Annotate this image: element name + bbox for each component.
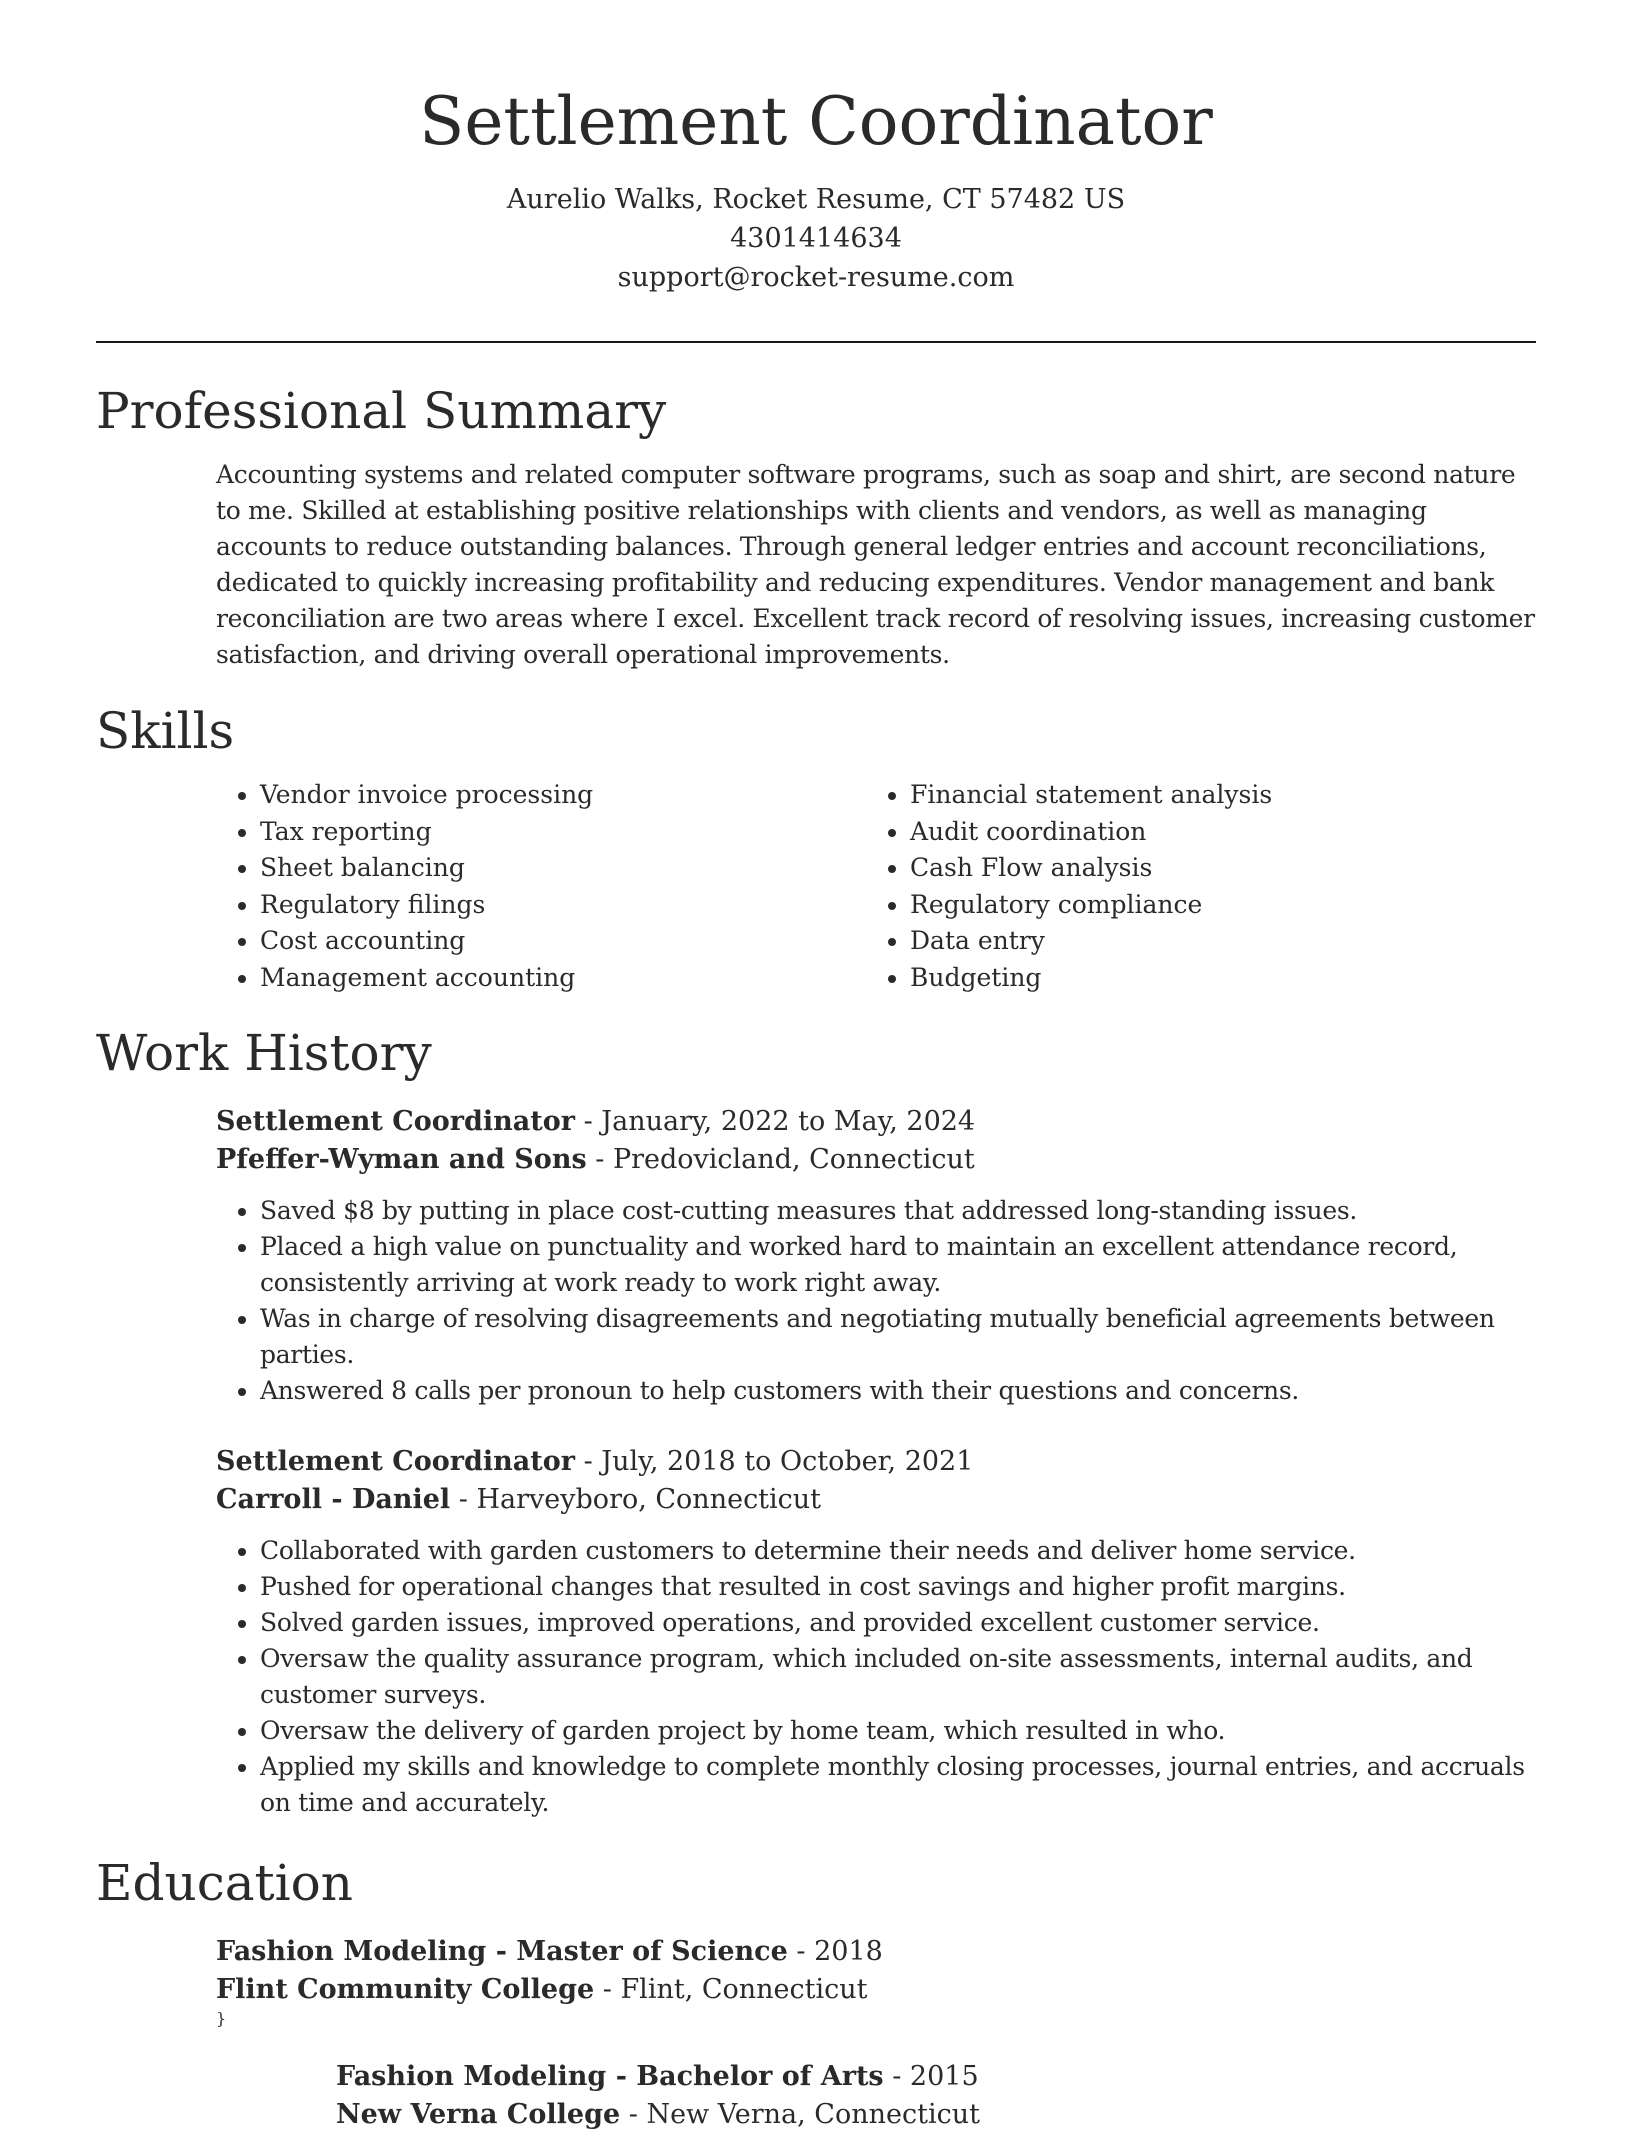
- skills-list-right: [866, 777, 1516, 996]
- job-entry: [216, 1443, 1536, 1821]
- education-section: [96, 1856, 1536, 2134]
- job-bullet: • Was in charge of resolving disagreements and negotiating mutually beneficial agreements between parties.: [260, 1301, 1536, 1373]
- job-entry: [216, 1103, 1536, 1409]
- skill-item: • Budgeting: [910, 960, 1516, 997]
- skill-item: • Sheet balancing: [260, 850, 866, 887]
- skills-list-left: [216, 777, 866, 996]
- job-location: - Predovicland, Connecticut: [586, 1144, 975, 1175]
- job-bullet: • Oversaw the quality assurance program, which included on-site assessments, internal audits, and customer surveys.: [260, 1641, 1536, 1713]
- job-bullet: • Saved $8 by putting in place cost-cutting measures that addressed long-standing issues.: [260, 1193, 1536, 1229]
- header-divider: [96, 341, 1536, 343]
- skill-item: • Cash Flow analysis: [910, 850, 1516, 887]
- summary-text: Accounting systems and related computer software programs, such as soap and shirt, are second nature to me. Skilled at establishing positive relationships with clients and vendors, as well as managing accounts to reduce outstanding balances. Through general ledger entries and account reconciliations, dedicated to quickly increasing profitability and reducing expenditures. Vendor management and bank reconciliation are two areas where I excel. Excellent track record of resolving issues, increasing customer satisfaction, and driving overall operational improvements.: [216, 460, 1535, 669]
- job-bullet: • Answered 8 calls per pronoun to help customers with their questions and concerns.: [260, 1373, 1536, 1409]
- job-title: Settlement Coordinator: [216, 1106, 576, 1137]
- contact-phone: 4301414634: [730, 222, 902, 254]
- skill-item: • Audit coordination: [910, 814, 1516, 851]
- job-title-line: [216, 1103, 1536, 1141]
- job-dates: - January, 2022 to May, 2024: [575, 1106, 976, 1137]
- degree-line: [336, 2058, 1632, 2096]
- job-bullet: • Oversaw the delivery of garden project by home team, which resulted in who.: [260, 1713, 1536, 1749]
- skill-item: • Data entry: [910, 923, 1516, 960]
- job-bullets: [216, 1193, 1536, 1409]
- resume-title: Settlement Coordinator: [419, 83, 1213, 160]
- school-line: [216, 1971, 1536, 2009]
- skills-section: [96, 704, 1536, 996]
- work-history-section: [96, 1026, 1536, 1821]
- job-company-line: [216, 1141, 1536, 1179]
- resume-header: [0, 0, 1632, 297]
- degree-year: - 2018: [787, 1936, 883, 1967]
- school-name: Flint Community College: [216, 1974, 595, 2005]
- contact-email: support@rocket-resume.com: [617, 261, 1015, 293]
- education-entry: Fashion Modeling - Master of Science - 2018 Flint Community College - Flint, Connecticut } Fashion Modeling - Bachelor of Arts - 2015 New Verna College - New Verna, Connecticut: [216, 1933, 1536, 2134]
- school-location: - New Verna, Connecticut: [620, 2099, 980, 2130]
- skill-item: • Cost accounting: [260, 923, 866, 960]
- degree-name: Fashion Modeling - Master of Science: [216, 1936, 788, 1967]
- degree-name: Fashion Modeling - Bachelor of Arts: [336, 2061, 884, 2092]
- skill-item: • Regulatory compliance: [910, 887, 1516, 924]
- job-dates: - July, 2018 to October, 2021: [575, 1446, 974, 1477]
- job-bullet: • Pushed for operational changes that resulted in cost savings and higher profit margins.: [260, 1569, 1536, 1605]
- skill-item: • Vendor invoice processing: [260, 777, 866, 814]
- summary-section: [96, 384, 1536, 673]
- job-bullet: • Placed a high value on punctuality and worked hard to maintain an excellent attendance record, consistently arriving at work ready to work right away.: [260, 1229, 1536, 1301]
- summary-heading: Professional Summary: [96, 382, 667, 440]
- skill-item: • Regulatory filings: [260, 887, 866, 924]
- skill-item: • Tax reporting: [260, 814, 866, 851]
- contact-block: [0, 180, 1632, 297]
- education-heading: Education: [96, 1854, 353, 1912]
- degree-year: - 2015: [883, 2061, 979, 2092]
- skills-heading: Skills: [96, 702, 235, 760]
- job-location: - Harveyboro, Connecticut: [450, 1484, 822, 1515]
- work-history-heading: Work History: [96, 1024, 432, 1082]
- school-name: New Verna College: [336, 2099, 621, 2130]
- skill-item: • Financial statement analysis: [910, 777, 1516, 814]
- degree-line: [216, 1933, 1536, 1971]
- job-bullet: • Applied my skills and knowledge to complete monthly closing processes, journal entries, and accruals on time and accurately.: [260, 1749, 1536, 1821]
- summary-body: [216, 457, 1536, 673]
- job-title-line: [216, 1443, 1536, 1481]
- skills-columns: [216, 777, 1536, 996]
- skill-item: • Management accounting: [260, 960, 866, 997]
- job-bullet: • Collaborated with garden customers to determine their needs and deliver home service.: [260, 1533, 1536, 1569]
- job-title: Settlement Coordinator: [216, 1446, 576, 1477]
- school-line: [336, 2096, 1632, 2134]
- job-company: Pfeffer-Wyman and Sons: [216, 1144, 587, 1175]
- job-company: Carroll - Daniel: [216, 1484, 451, 1515]
- contact-address: Aurelio Walks, Rocket Resume, CT 57482 US: [506, 183, 1126, 215]
- job-company-line: [216, 1481, 1536, 1519]
- job-bullet: • Solved garden issues, improved operations, and provided excellent customer service.: [260, 1605, 1536, 1641]
- job-bullets: [216, 1533, 1536, 1821]
- education-entry: [336, 2058, 1632, 2134]
- school-location: - Flint, Connecticut: [594, 1974, 868, 2005]
